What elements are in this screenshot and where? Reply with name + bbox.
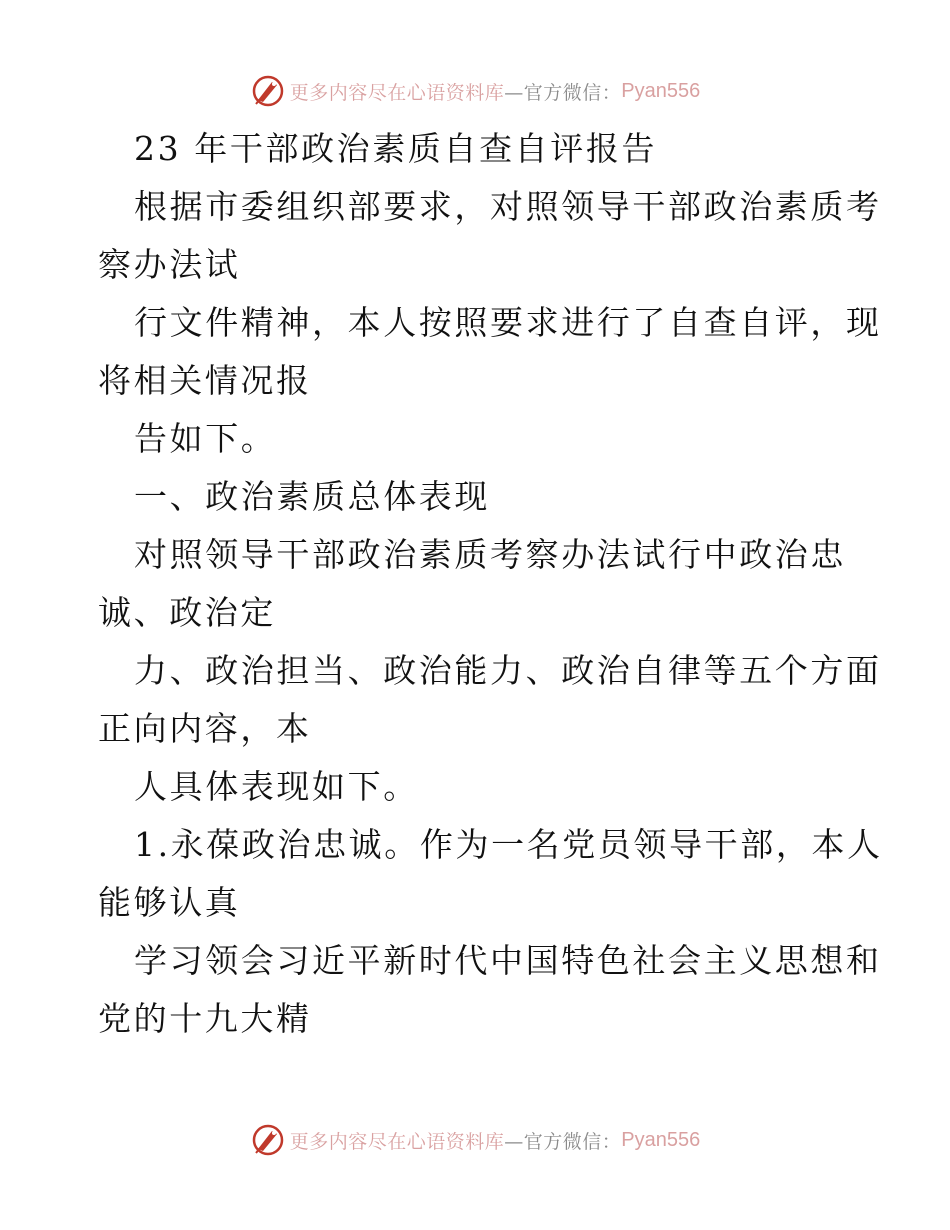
watermark-wechat-id: Pyan556 [621, 1128, 701, 1151]
watermark-brand-text: 更多内容尽在心语资料库 [289, 81, 505, 104]
text-line: 党的十九大精 [98, 999, 312, 1038]
text-line: 学习领会习近平新时代中国特色社会主义思想和 [134, 941, 882, 980]
footer-watermark [0, 1120, 950, 1160]
document-title: 23 年干部政治素质自查自评报告 [134, 129, 658, 168]
text-line: 行文件精神，本人按照要求进行了自查自评，现 [134, 303, 882, 342]
text-line: 人具体表现如下。 [134, 767, 419, 806]
text-line: 根据市委组织部要求，对照领导干部政治素质考 [134, 187, 882, 226]
text-line: 能够认真 [98, 883, 241, 922]
text-line: 正向内容，本 [98, 709, 312, 748]
text-line: 力、政治担当、政治能力、政治自律等五个方面 [134, 651, 882, 690]
quill-pen-seal-icon [250, 73, 286, 109]
watermark-separator-text: —官方微信： [504, 81, 622, 104]
text-line: 一、政治素质总体表现 [134, 477, 490, 516]
text-line: 告如下。 [134, 419, 277, 458]
watermark-brand-text: 更多内容尽在心语资料库 [289, 1130, 505, 1153]
text-line: 诚、政治定 [98, 593, 276, 632]
watermark-separator-text: —官方微信： [504, 1130, 622, 1153]
text-line: 察办法试 [98, 245, 241, 284]
text-line: 将相关情况报 [98, 361, 312, 400]
header-watermark [0, 71, 950, 111]
quill-pen-seal-icon [250, 1122, 286, 1158]
text-line: 对照领导干部政治素质考察办法试行中政治忠 [134, 535, 846, 574]
watermark-wechat-id: Pyan556 [621, 79, 701, 102]
document-body [98, 120, 883, 1048]
text-line: 1.永葆政治忠诚。作为一名党员领导干部，本人 [134, 825, 883, 864]
